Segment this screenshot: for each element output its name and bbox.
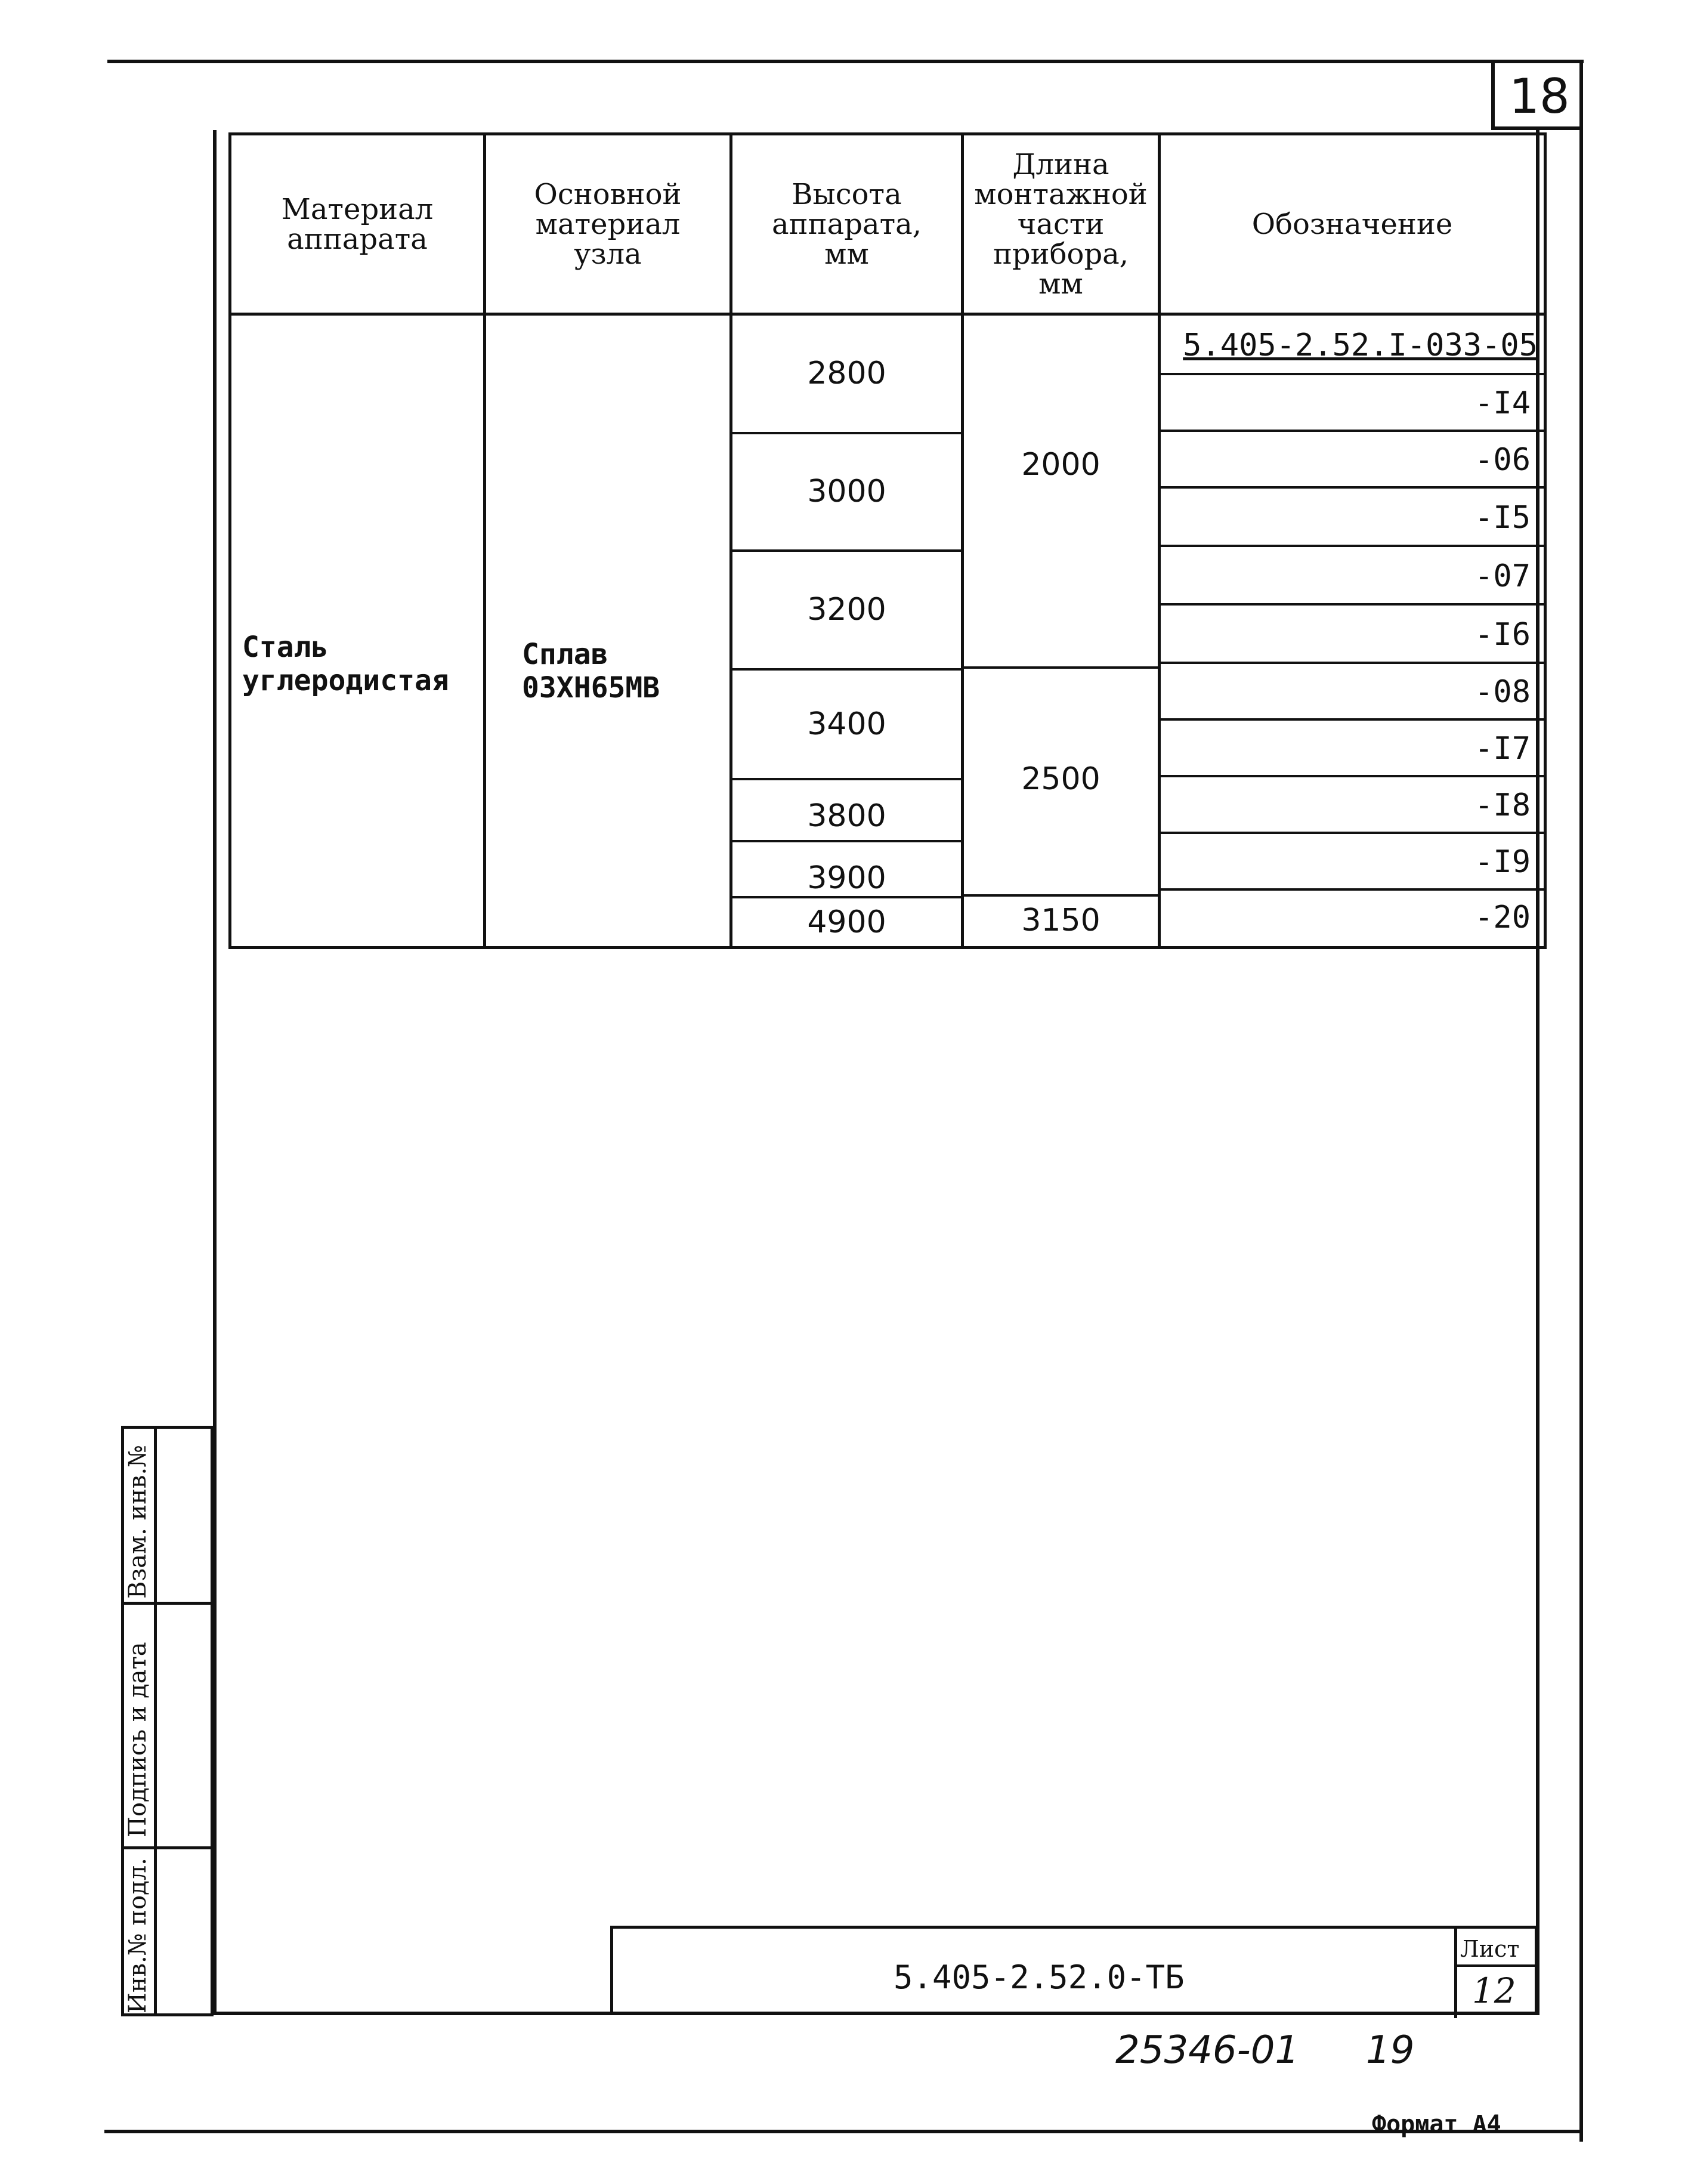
designation-row: -I8 xyxy=(1161,777,1544,834)
title-block-divider xyxy=(1454,1929,1457,2018)
designation-row: -I9 xyxy=(1161,834,1544,891)
height-row: 4900 xyxy=(807,904,886,940)
side-label-vzam: Взам. инв.№ xyxy=(124,1444,152,1599)
table-header-row xyxy=(230,134,1545,314)
side-label-podpis: Подпись и дата xyxy=(124,1642,152,1837)
sheet-number-box-left xyxy=(1491,60,1495,130)
designation-row: -I4 xyxy=(1161,375,1544,432)
header-material: Материал аппарата xyxy=(230,134,485,314)
length-row: 3150 xyxy=(1021,903,1100,938)
designation-row: -08 xyxy=(1161,664,1544,721)
designation-row: -20 xyxy=(1474,900,1531,935)
designation-row: -07 xyxy=(1161,547,1544,606)
title-block xyxy=(610,1926,1538,2015)
sheet-number-top: 18 xyxy=(1509,69,1570,124)
header-height: Высота аппарата, мм xyxy=(731,134,963,314)
side-label-inv-podl: Инв.№ подл. xyxy=(124,1858,152,2013)
sheet-value: 12 xyxy=(1472,1970,1516,2011)
handwritten-page: 19 xyxy=(1366,2028,1415,2072)
header-length: Длина монтажной части прибора, мм xyxy=(963,134,1160,314)
bottom-border-line xyxy=(104,2130,1582,2133)
height-row: 3800 xyxy=(732,780,961,842)
sheet-label: Лист xyxy=(1460,1936,1520,1962)
height-row: 3900 xyxy=(732,842,961,898)
format-label: Формат А4 xyxy=(1372,2111,1501,2138)
table-body-row xyxy=(230,314,1545,948)
length-row: 2000 xyxy=(964,316,1158,669)
right-border-line xyxy=(1579,60,1583,2142)
designation-row: -I5 xyxy=(1161,489,1544,547)
spec-table xyxy=(228,132,1547,949)
cell-lengths xyxy=(963,314,1160,948)
designation-row: -I6 xyxy=(1161,606,1544,664)
handwritten-code: 25346-01 xyxy=(1115,2028,1300,2072)
doc-code: 5.405-2.52.0-ТБ xyxy=(894,1959,1185,1996)
length-row: 2500 xyxy=(964,669,1158,897)
top-border-line xyxy=(107,60,1584,63)
height-row: 3400 xyxy=(732,671,961,780)
height-row: 3200 xyxy=(732,552,961,671)
height-row: 2800 xyxy=(732,316,961,434)
header-base-material: Основной материал узла xyxy=(485,134,731,314)
sheet-label-divider xyxy=(1454,1964,1538,1967)
material-value: Сталь углеродистая xyxy=(242,631,449,697)
cell-material xyxy=(230,314,485,948)
height-row: 3000 xyxy=(732,434,961,552)
designation-row: -06 xyxy=(1161,432,1544,489)
designation-row: 5.405-2.52.I-033-05 xyxy=(1161,316,1544,375)
cell-designations xyxy=(1160,314,1545,948)
cell-base-material xyxy=(485,314,731,948)
header-designation: Обозначение xyxy=(1160,134,1545,314)
designation-row: -I7 xyxy=(1161,721,1544,777)
base-material-value: Сплав 03ХН65МВ xyxy=(522,638,660,705)
cell-heights xyxy=(731,314,963,948)
